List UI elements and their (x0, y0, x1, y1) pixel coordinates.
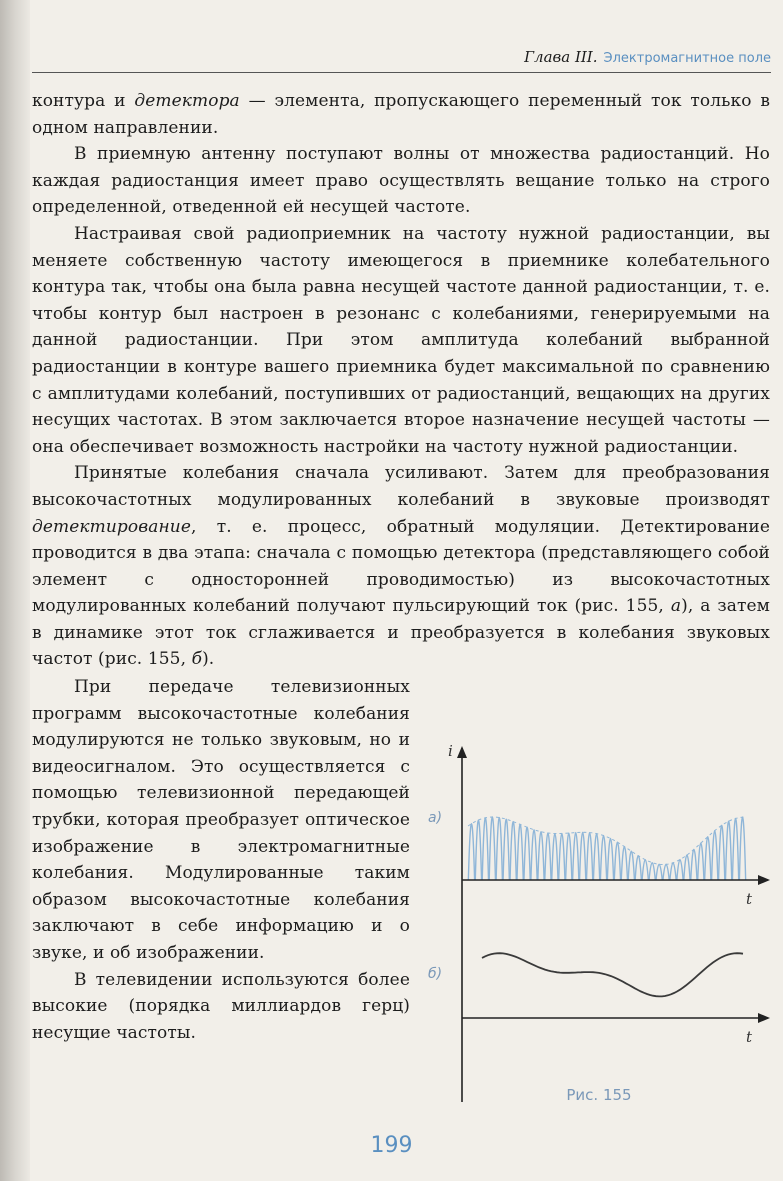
pulse (663, 864, 669, 880)
header-section: Электромагнитное поле (603, 51, 771, 66)
pulse (656, 864, 662, 880)
pulse (628, 851, 634, 880)
pulse (725, 821, 731, 880)
pulse (642, 860, 648, 880)
header-chapter: Глава III. (524, 48, 598, 66)
t-axis-a-label: t (746, 890, 753, 908)
pulse (468, 824, 474, 880)
paragraph (32, 221, 770, 460)
pulse (496, 818, 502, 880)
pulse (482, 818, 488, 880)
i-axis-label: i (448, 742, 453, 760)
pulse (635, 856, 641, 880)
pulse (475, 820, 481, 880)
text-run: контура и (32, 91, 135, 111)
pulse (614, 842, 620, 880)
text-run: ), а затем в динамике этот ток сглаживается и преобразуется в колебания звуковых частот (рис. 155, (32, 596, 771, 670)
paragraph (32, 460, 770, 673)
pulse (545, 833, 551, 880)
italic-term: б (191, 649, 203, 670)
pulse (510, 822, 516, 880)
paragraph (32, 141, 770, 221)
italic-term: детектирование (32, 516, 191, 537)
paragraph (32, 967, 410, 1047)
pulsating-current-graph (468, 817, 746, 880)
header-text (524, 48, 771, 66)
pulse (489, 817, 495, 880)
pulse (573, 833, 579, 880)
figure-155 (418, 740, 780, 1115)
text-run: — элемента, пропускающего переменный ток только в одном направлении. (32, 91, 770, 138)
pulse (559, 833, 565, 880)
text-run: Настраивая свой радиоприемник на частоту нужной радиостанции, вы меняете собственную частоту имеющегося в приемнике колебательного контура так, чтобы она была равна несущей частоте данной радиостанции, т. е. чтобы контур был настроен в резонанс с колебаниями, генерируемыми на данной радиостанции. При этом амплитуда колебаний выбранной радиостанции в контуре вашего приемника будет максимальной по сравнению с амплитудами колебаний, поступивших от радиостанций, вещающих на других несущих частотах. В этом заключается второе назначение несущей частоты — она обеспечивает возможность настройки на частоту нужной радиостанции. (32, 223, 770, 457)
page-spine-shadow (0, 0, 30, 1181)
pulse (670, 863, 676, 880)
text-run: Принятые колебания сначала усиливают. Затем для преобразования высокочастотных модулированных колебаний в звуковые производят (32, 463, 770, 510)
page-number: 199 (370, 1133, 413, 1158)
pulse (552, 834, 558, 880)
text-run: В приемную антенну поступают волны от множества радиостанций. Но каждая радиостанция имеет право осуществлять вещание только на строго определенной, отведенной ей несущей частоте. (32, 144, 770, 218)
paragraph (32, 88, 770, 141)
pulse (538, 832, 544, 880)
text-run: ). (202, 649, 215, 670)
pulse (691, 849, 697, 880)
pulse (621, 847, 627, 880)
italic-term: детектора (134, 91, 240, 111)
left-column-text (32, 674, 410, 1046)
pulse (698, 843, 704, 880)
figure-155-svg (418, 740, 780, 1115)
main-text-block (32, 88, 770, 673)
pulse (600, 836, 606, 880)
pulse (517, 824, 523, 880)
pulse (524, 827, 530, 880)
pulse (677, 860, 683, 880)
text-run: При передаче телевизионных программ высокочастотные колебания модулируются не только звуковым, но и видеосигналом. Это осуществляется с помощью телевизионной передающей трубки, которая преобразует оптическое изображение в электромагнитные колебания. Модулированные таким образом высокочастотные колебания заключают в себе информацию и о звуке, и об изображении. (32, 677, 410, 963)
graph-b-label: б) (428, 966, 443, 982)
graph-a-label: а) (428, 810, 443, 826)
text-run: В телевидении используются более высокие (порядка миллиардов герц) несущие частоты. (32, 969, 410, 1043)
pulse (649, 863, 655, 880)
text-run: , т. е. процесс, обратный модуляции. Детектирование проводится в два этапа: сначала с помощью детектора (представляющего собой элемент с односторонней проводимостью) из высокочастотных модулированных колебаний получают пульсирующий ток (рис. 155, (32, 516, 770, 617)
pulse (531, 830, 537, 880)
smoothed-current-curve (482, 953, 743, 996)
pulse (705, 837, 711, 880)
figure-caption: Рис. 155 (566, 1086, 632, 1104)
pulse (684, 855, 690, 880)
t-axis-b-label: t (746, 1028, 753, 1046)
pulse (607, 838, 613, 880)
pulse (593, 834, 599, 880)
paragraph (32, 674, 410, 967)
pulse (739, 817, 745, 880)
italic-term: а (670, 596, 682, 617)
pulse (580, 832, 586, 880)
pulse (732, 818, 738, 880)
pulse (719, 825, 725, 880)
running-header (32, 40, 771, 73)
pulse (566, 833, 572, 880)
pulse (712, 831, 718, 880)
pulse (503, 819, 509, 880)
pulse (586, 833, 592, 880)
